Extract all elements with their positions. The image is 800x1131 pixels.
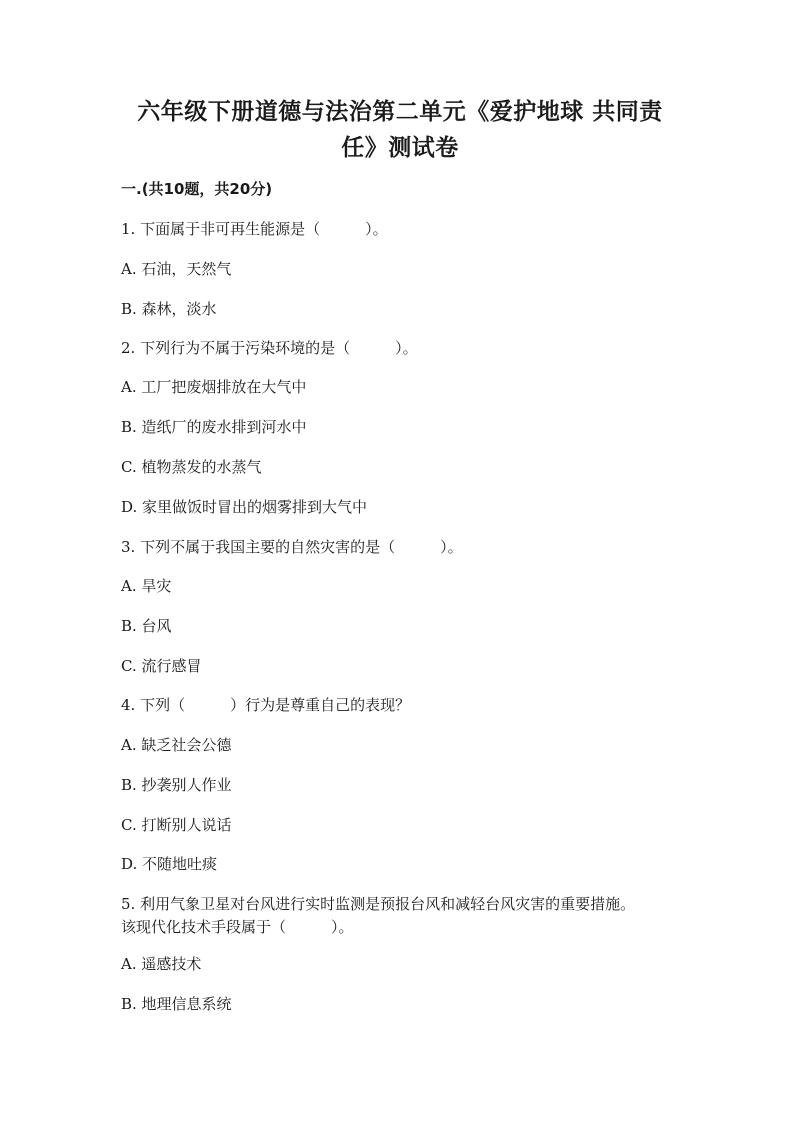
- question-2-option-c: C. 植物蒸发的水蒸气: [121, 458, 262, 476]
- question-1-stem: 1. 下面属于非可再生能源是（ ）。: [121, 220, 388, 238]
- question-2-option-b: B. 造纸厂的废水排到河水中: [121, 418, 307, 436]
- question-5-stem: [121, 893, 681, 939]
- question-3-stem: 3. 下列不属于我国主要的自然灾害的是（ ）。: [121, 538, 463, 556]
- title-line-1: 六年级下册道德与法治第二单元《爱护地球 共同责: [137, 99, 663, 125]
- question-5-stem-line-2: 该现代化技术手段属于（ ）。: [121, 918, 354, 936]
- question-2-option-d: D. 家里做饭时冒出的烟雾排到大气中: [121, 498, 368, 516]
- question-5-option-b: B. 地理信息系统: [121, 995, 232, 1013]
- question-3-option-c: C. 流行感冒: [121, 657, 202, 675]
- document-title: [100, 94, 700, 166]
- question-5-option-a: A. 遥感技术: [121, 955, 202, 973]
- question-2-stem: 2. 下列行为不属于污染环境的是（ ）。: [121, 339, 418, 357]
- question-3-option-b: B. 台风: [121, 617, 172, 635]
- question-4-stem: 4. 下列（ ）行为是尊重自己的表现？: [121, 696, 411, 714]
- question-3-option-a: A. 旱灾: [121, 577, 172, 595]
- question-4-option-a: A. 缺乏社会公德: [121, 736, 232, 754]
- question-2-option-a: A. 工厂把废烟排放在大气中: [121, 378, 307, 396]
- question-4-option-d: D. 不随地吐痰: [121, 855, 218, 873]
- question-5-stem-line-1: 5. 利用气象卫星对台风进行实时监测是预报台风和减轻台风灾害的重要措施。: [121, 895, 636, 913]
- question-1-option-b: B. 森林，淡水: [121, 300, 217, 318]
- question-4-option-c: C. 打断别人说话: [121, 816, 232, 834]
- section-header: 一.(共10题，共20分): [121, 180, 273, 198]
- title-line-2: 任》测试卷: [341, 135, 459, 161]
- question-4-option-b: B. 抄袭别人作业: [121, 776, 232, 794]
- question-1-option-a: A. 石油，天然气: [121, 260, 232, 278]
